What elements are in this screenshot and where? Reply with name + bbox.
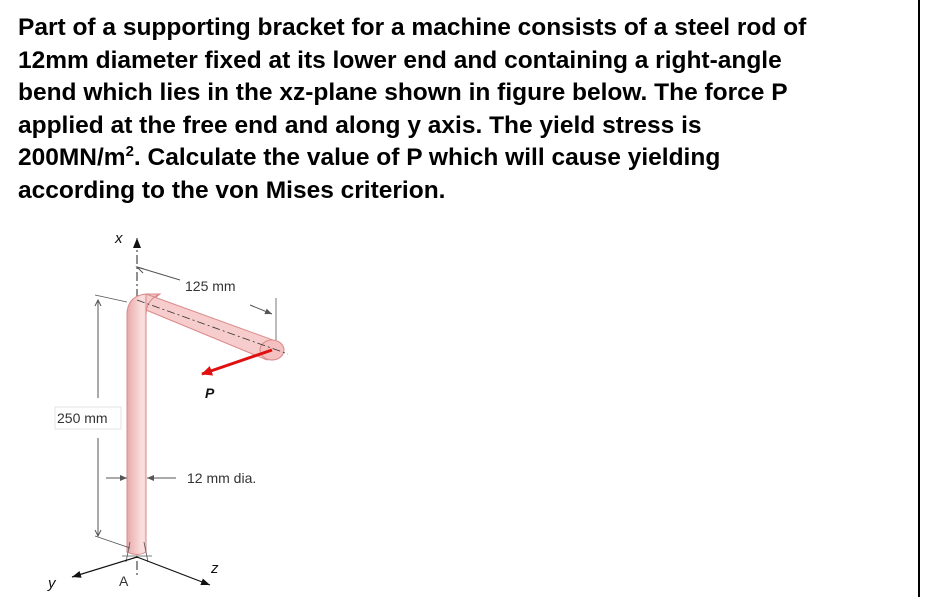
vertical-rod [127,294,160,555]
dim-125-arrow-left [137,267,144,273]
x-axis-arrowhead [133,238,141,248]
problem-statement [18,12,908,207]
force-p-arrow [202,350,272,374]
problem-line-5-start: 200MN/m [18,144,126,171]
problem-line-1: Part of a supporting bracket for a machine consists of a steel rod of [18,14,807,41]
problem-line-4: applied at the free end and along y axis. The yield stress is [18,111,702,139]
z-axis-label: z [211,560,219,577]
problem-line-2: 12mm diameter fixed at its lower end and containing a right-angle [18,46,782,74]
problem-line-3: bend which lies in the xz-plane shown in figure below. The force P [18,79,788,106]
dim-125-label: 125 mm [185,278,236,294]
dim-250-ext-top [95,295,127,302]
y-axis-label: y [48,575,56,592]
bracket-diagram [0,220,330,597]
z-axis-line [137,557,210,585]
problem-line-5-end: . Calculate the value of P which will cause yielding [133,144,721,171]
diameter-label: 12 mm dia. [187,470,257,486]
problem-line-6: according to the von Mises criterion. [18,176,446,204]
dim-250-ext-bottom [95,536,130,548]
horizontal-rod [146,294,273,360]
right-border-line [918,0,920,597]
problem-line-5-superscript: 2 [125,143,134,160]
problem-line-5 [18,142,908,175]
force-p-label: P [205,385,215,401]
bracket-figure [0,220,330,597]
dim-125-line-right [250,305,272,314]
dim-250-label: 250 mm [57,410,108,426]
point-a-label: A [119,573,129,589]
x-axis-label: x [115,230,123,247]
